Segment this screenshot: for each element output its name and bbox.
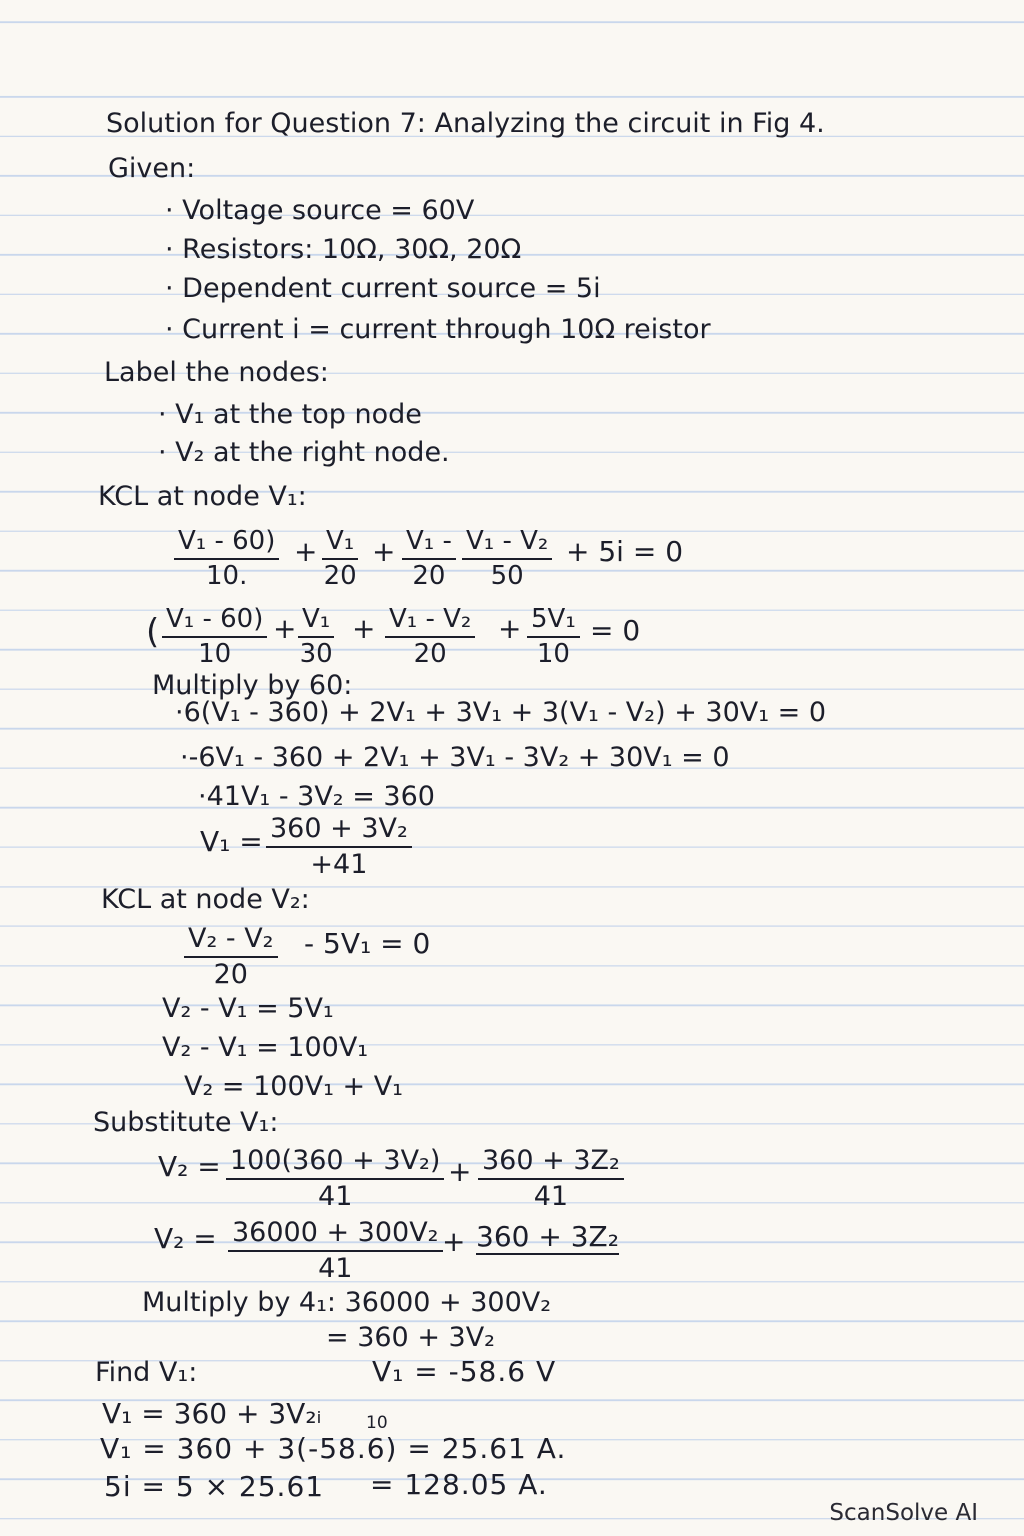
denominator: 50 <box>490 560 524 591</box>
v1-value: V₁ = -58.6 V <box>372 1355 557 1388</box>
fraction <box>402 527 456 590</box>
given-item-text: Voltage source = 60V <box>182 195 475 226</box>
step-line: ·41V₁ - 3V₂ = 360 <box>198 781 435 812</box>
numerator: V₁ - V₂ <box>385 605 475 638</box>
page-title: Solution for Question 7: Analyzing the circuit in Fig 4. <box>106 108 825 139</box>
node-item-v1: · V₁ at the top node <box>158 399 422 430</box>
given-item-current: · Current i = current through 10Ω reistor <box>165 314 711 345</box>
given-item-resistors: · Resistors: 10Ω, 30Ω, 20Ω <box>165 234 522 265</box>
final-line: 5i = 5 × 25.61 <box>104 1470 325 1503</box>
numerator: V₁ <box>322 527 358 560</box>
fraction <box>322 527 358 590</box>
equation-lhs: V₂ = <box>154 1222 217 1255</box>
multiply-label: Multiply by 4₁: 36000 + 300V₂ <box>142 1287 552 1318</box>
numerator: V₁ <box>298 605 334 638</box>
given-item-dependent-source: · Dependent current source = 5i <box>165 273 601 304</box>
denominator: 30 <box>299 638 333 669</box>
fraction <box>298 605 334 668</box>
given-item-text: Current i = current through 10Ω reistor <box>182 314 711 345</box>
final-line-subscript: 10 <box>366 1413 388 1433</box>
fraction <box>266 814 412 879</box>
given-item-text: Dependent current source = 5i <box>182 273 601 304</box>
denominator: 20 <box>213 958 248 990</box>
find-heading: Find V₁: <box>95 1357 198 1388</box>
given-item-text: Resistors: 10Ω, 30Ω, 20Ω <box>182 234 522 265</box>
numerator: V₁ - 60) <box>174 527 279 560</box>
open-paren: ( <box>146 612 160 652</box>
operator: + <box>442 1225 466 1258</box>
equation-tail: - 5V₁ = 0 <box>304 927 431 960</box>
denominator: 10 <box>536 638 570 669</box>
numerator: V₁ - <box>402 527 456 560</box>
equation-tail: = 0 <box>590 614 641 647</box>
fraction <box>226 1146 444 1211</box>
operator: + <box>372 535 396 568</box>
step-line: V₂ - V₁ = 5V₁ <box>162 993 334 1024</box>
denominator: 10. <box>206 560 248 591</box>
multiply-continuation: = 360 + 3V₂ <box>326 1322 496 1353</box>
result-lhs: V₁ = <box>200 825 263 858</box>
numerator: 360 + 3V₂ <box>266 814 412 848</box>
fraction <box>184 924 278 989</box>
numerator: 5V₁ <box>527 605 580 638</box>
operator: + <box>294 535 318 568</box>
operator: + <box>273 612 297 645</box>
denominator: 20 <box>412 560 446 591</box>
denominator: 41 <box>533 1180 569 1212</box>
nodes-heading: Label the nodes: <box>104 357 329 388</box>
fraction <box>162 605 267 668</box>
equation-tail: + 5i = 0 <box>566 535 684 568</box>
kcl-node2-heading: KCL at node V₂: <box>101 884 310 915</box>
fraction <box>385 605 475 668</box>
denominator: +41 <box>310 848 368 880</box>
numerator: V₁ - 60) <box>162 605 267 638</box>
numerator: 36000 + 300V₂ <box>228 1218 443 1252</box>
step-line: V₂ = 100V₁ + V₁ <box>184 1071 403 1102</box>
multiply-label: Multiply by 60: <box>152 670 353 701</box>
operator: + <box>352 612 376 645</box>
node-item-text: V₁ at the top node <box>175 399 422 430</box>
kcl-node1-heading: KCL at node V₁: <box>98 481 307 512</box>
equation-term: 360 + 3Z₂ <box>476 1220 619 1253</box>
fraction <box>527 605 580 668</box>
node-item-text: V₂ at the right node. <box>175 437 450 468</box>
given-item-voltage: · Voltage source = 60V <box>165 195 475 226</box>
denominator: 20 <box>413 638 447 669</box>
fraction <box>478 1146 624 1211</box>
fraction <box>228 1218 443 1283</box>
denominator: 20 <box>323 560 357 591</box>
substitute-heading: Substitute V₁: <box>93 1107 279 1138</box>
node-item-v2: · V₂ at the right node. <box>158 437 450 468</box>
final-line: V₁ = 360 + 3V₂ᵢ <box>102 1397 322 1430</box>
operator: + <box>498 612 522 645</box>
step-line: ·-6V₁ - 360 + 2V₁ + 3V₁ - 3V₂ + 30V₁ = 0 <box>180 742 730 773</box>
fraction <box>174 527 279 590</box>
operator: + <box>448 1155 472 1188</box>
step-line: V₂ - V₁ = 100V₁ <box>162 1032 369 1063</box>
fraction <box>462 527 552 590</box>
numerator: V₂ - V₂ <box>184 924 278 958</box>
given-heading: Given: <box>108 153 196 184</box>
final-line: V₁ = 360 + 3(-58.6) = 25.61 A. <box>100 1432 567 1465</box>
equation-lhs: V₂ = <box>158 1150 221 1183</box>
denominator: 10 <box>198 638 232 669</box>
denominator: 41 <box>318 1180 353 1212</box>
final-line: = 128.05 A. <box>370 1468 548 1501</box>
numerator: 360 + 3Z₂ <box>478 1146 624 1180</box>
denominator: 41 <box>318 1252 353 1284</box>
scansolve-watermark: ScanSolve AI <box>829 1500 978 1526</box>
numerator: V₁ - V₂ <box>462 527 552 560</box>
numerator: 100(360 + 3V₂) <box>226 1146 444 1180</box>
step-line: ·6(V₁ - 360) + 2V₁ + 3V₁ + 3(V₁ - V₂) + 30V₁ = 0 <box>175 697 827 728</box>
